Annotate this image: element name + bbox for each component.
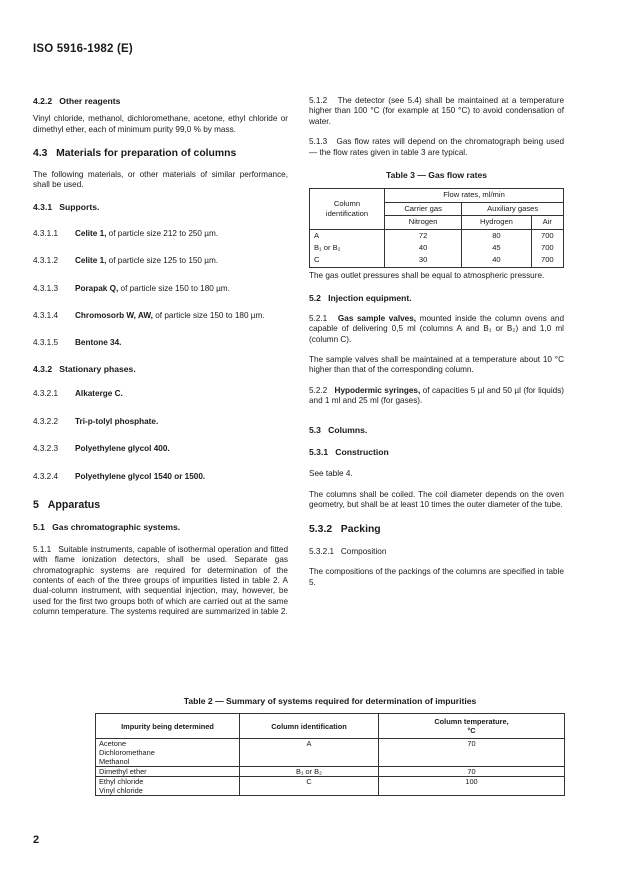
impurity-cell xyxy=(96,739,240,767)
table-cell: 40 xyxy=(385,242,462,254)
stationary-phase-item-number: 4.3.2.1 xyxy=(33,389,59,399)
column-id-cell: A xyxy=(240,739,379,767)
support-item-name: Chromosorb W, AW, xyxy=(75,311,153,321)
table-row xyxy=(310,229,564,242)
support-item-detail: of particle size 150 to 180 µm. xyxy=(118,283,230,293)
stationary-phase-item-name: Tri-p-tolyl phosphate. xyxy=(75,416,159,426)
impurity-name: Acetone xyxy=(99,739,127,748)
section-5-heading: 5 Apparatus xyxy=(33,498,101,511)
column-id-cell: C xyxy=(240,777,379,796)
section-5-3-2-1-text: The compositions of the packings of the columns are specified in table 5. xyxy=(309,567,564,587)
hydrogen-header: Hydrogen xyxy=(462,216,531,229)
support-item-detail: of particle size 125 to 150 µm. xyxy=(106,256,219,266)
stationary-phase-item xyxy=(33,417,288,427)
stationary-phases-list xyxy=(33,389,288,482)
temperature-cell: 70 xyxy=(379,767,565,777)
stationary-phase-item-number: 4.3.2.4 xyxy=(33,471,59,481)
table-cell: 45 xyxy=(462,242,531,254)
section-5-3-1-heading: 5.3.1 Construction xyxy=(309,446,389,457)
table-cell: 72 xyxy=(385,229,462,242)
support-item-number: 4.3.1.5 xyxy=(33,338,59,348)
nitrogen-header: Nitrogen xyxy=(385,216,462,229)
column-identification-header: Column identification xyxy=(240,714,379,739)
table-cell: 700 xyxy=(531,254,563,267)
support-item-detail: of particle size 212 to 250 µm. xyxy=(106,228,219,238)
section-4-3-heading: 4.3 Materials for preparation of columns xyxy=(33,148,237,160)
systems-summary-table xyxy=(95,713,565,796)
section-5-1-1-text: 5.1.1 Suitable instruments, capable of isothermal operation and fitted with flame ionization detectors, shall be used. Separate gas chromatographic systems are required for determination of the contents of each of the three groups of impurities listed in table 2. A dual-column instrument, with sequential injection, may, however, be used for the first two groups both of which are carried out at the same column temperature. The systems required are summarized in table 2. xyxy=(33,544,289,617)
support-item-number: 4.3.1.3 xyxy=(33,283,59,293)
section-5-2-1-text: 5.2.1 Gas sample valves, mounted inside the column ovens and capable of delivering 0,5 ml (columns A and B₁ or B₂) and 1,0 ml (column C). xyxy=(309,313,565,344)
impurity-name: Vinyl chloride xyxy=(99,786,143,795)
support-item xyxy=(33,338,288,348)
section-5-2-2-text: 5.2.2 Hypodermic syringes, of capacities 5 µl and 50 µl (for liquids) and 1 ml and 25 ml (for gases). xyxy=(309,385,565,406)
table-row xyxy=(96,777,565,796)
stationary-phase-item xyxy=(33,472,288,482)
section-4-3-text: The following materials, or other materials of similar performance, shall be used. xyxy=(33,169,288,190)
column-id-header: Column identification xyxy=(310,189,385,229)
table-row xyxy=(96,739,565,767)
section-5-3-heading: 5.3 Columns. xyxy=(309,424,368,435)
table-cell: 700 xyxy=(531,242,563,254)
table-cell: C xyxy=(310,254,385,267)
stationary-phase-item xyxy=(33,389,288,399)
document-header: ISO 5916-1982 (E) xyxy=(33,43,133,55)
support-item-name: Bentone 34. xyxy=(75,338,122,348)
section-5-3-2-1-heading: 5.3.2.1 Composition xyxy=(309,546,387,556)
table-cell: 30 xyxy=(385,254,462,267)
page-number: 2 xyxy=(33,834,40,846)
section-5-3-1-text-2: The columns shall be coiled. The coil diameter depends on the oven geometry, but shall be at least 10 times the outer diameter of the tube. xyxy=(309,489,564,510)
right-column xyxy=(309,96,564,588)
support-item-number: 4.3.1.2 xyxy=(33,256,59,266)
table-cell: 40 xyxy=(462,254,531,267)
carrier-gas-header: Carrier gas xyxy=(385,202,462,215)
support-item xyxy=(33,229,288,239)
impurity-name: Ethyl chloride xyxy=(99,777,144,786)
support-item-name: Porapak Q, xyxy=(75,283,119,293)
impurity-name: Methanol xyxy=(99,757,130,766)
section-4-3-1-heading: 4.3.1 Supports. xyxy=(33,202,100,213)
support-item-name: Celite 1, xyxy=(75,256,107,266)
table-cell: 700 xyxy=(531,229,563,242)
table-row xyxy=(96,767,565,777)
support-item xyxy=(33,311,288,321)
support-item xyxy=(33,256,288,266)
table-3-caption: Table 3 — Gas flow rates xyxy=(385,170,488,181)
gas-flow-rates-table xyxy=(309,188,564,267)
table-row xyxy=(310,254,564,267)
section-5-1-2-text: 5.1.2 The detector (see 5.4) shall be maintained at a temperature higher than 100 °C (for example at 150 °C) to avoid condensation of water. xyxy=(309,96,564,126)
support-item xyxy=(33,284,288,294)
impurity-name: Dimethyl ether xyxy=(99,767,147,776)
section-4-2-2-heading: 4.2.2 Other reagents xyxy=(33,96,121,106)
impurity-cell xyxy=(96,777,240,796)
temperature-cell: 100 xyxy=(379,777,565,796)
section-5-1-3-text: 5.1.3 Gas flow rates will depend on the chromatograph being used — the flow rates given in table 3 are typical. xyxy=(309,137,564,157)
section-5-3-2-heading: 5.3.2 Packing xyxy=(309,523,381,535)
outlet-pressure-text: The gas outlet pressures shall be equal to atmospheric pressure. xyxy=(309,270,545,280)
stationary-phase-item-name: Alkaterge C. xyxy=(75,389,123,399)
support-item-name: Celite 1, xyxy=(75,228,107,238)
impurity-header: Impurity being determined xyxy=(96,714,240,739)
section-5-2-1-text-2: The sample valves shall be maintained at a temperature about 10 °C higher than that of the corresponding column. xyxy=(309,354,564,375)
section-5-1-heading: 5.1 Gas chromatographic systems. xyxy=(33,522,181,533)
section-5-2-heading: 5.2 Injection equipment. xyxy=(309,293,412,304)
table-cell: 80 xyxy=(462,229,531,242)
left-column xyxy=(33,96,288,618)
support-item-number: 4.3.1.4 xyxy=(33,311,59,321)
table-cell: B₁ or B₂ xyxy=(310,242,385,254)
column-id-cell: B₁ or B₂ xyxy=(240,767,379,777)
stationary-phase-item xyxy=(33,444,288,454)
column-temperature-header: Column temperature, °C xyxy=(379,714,565,739)
table-row xyxy=(310,242,564,254)
support-item-number: 4.3.1.1 xyxy=(33,228,59,238)
stationary-phase-item-number: 4.3.2.2 xyxy=(33,416,59,426)
stationary-phase-item-name: Polyethylene glycol 1540 or 1500. xyxy=(75,471,206,481)
table-2-caption: Table 2 — Summary of systems required for determination of impurities xyxy=(183,696,477,706)
stationary-phase-item-number: 4.3.2.3 xyxy=(33,444,59,454)
impurity-cell xyxy=(96,767,240,777)
air-header: Air xyxy=(531,216,563,229)
stationary-phase-item-name: Polyethylene glycol 400. xyxy=(75,444,170,454)
temperature-cell: 70 xyxy=(379,739,565,767)
section-4-2-2-text: Vinyl chloride, methanol, dichloromethane, acetone, ethyl chloride or dimethyl ether, each of minimum purity 99,0 % by mass. xyxy=(33,114,288,134)
supports-list xyxy=(33,229,288,349)
auxiliary-gases-header: Auxiliary gases xyxy=(462,202,564,215)
impurity-name: Dichloromethane xyxy=(99,748,155,757)
flow-rates-header: Flow rates, ml/min xyxy=(385,189,564,202)
support-item-detail: of particle size 150 to 180 µm. xyxy=(152,311,265,321)
section-5-3-1-text-1: See table 4. xyxy=(309,469,353,479)
table-cell: A xyxy=(310,229,385,242)
section-4-3-2-heading: 4.3.2 Stationary phases. xyxy=(33,363,136,374)
